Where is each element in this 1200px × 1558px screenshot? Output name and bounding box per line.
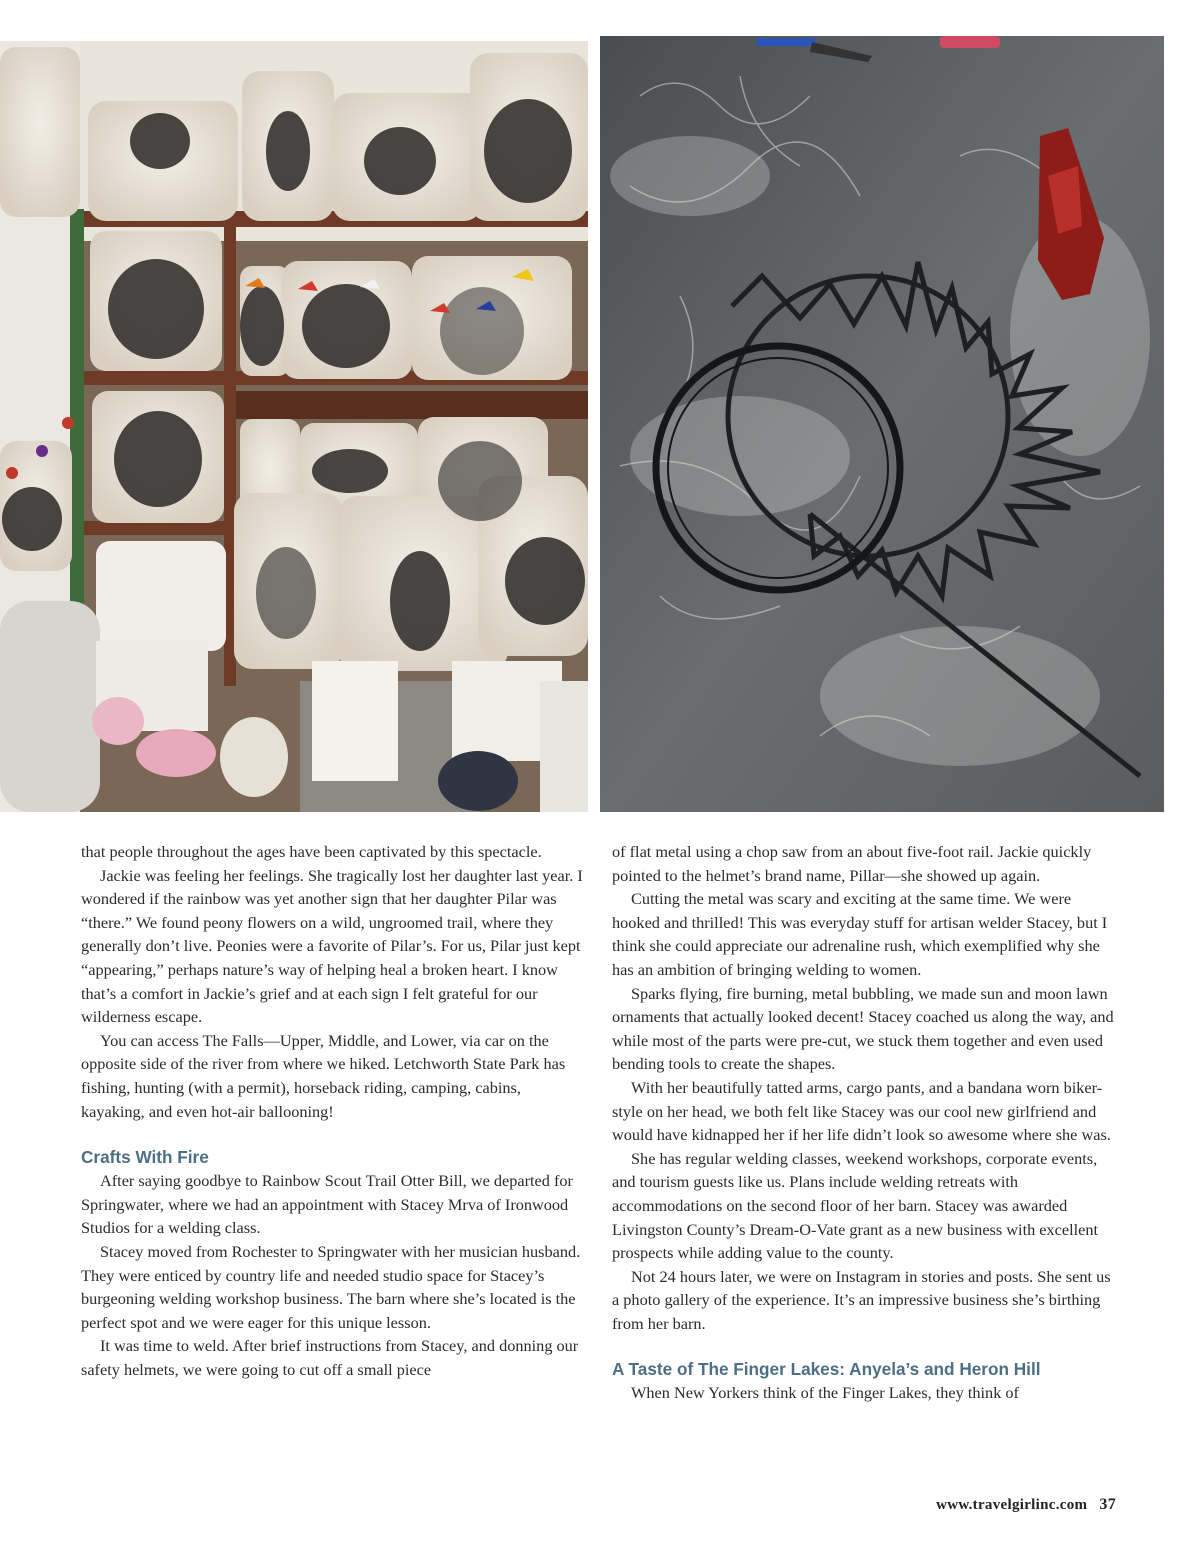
- section-heading: A Taste of The Finger Lakes: Anyela’s and Heron Hill: [612, 1359, 1041, 1380]
- paragraph: that people throughout the ages have been captivated by this spectacle.: [81, 842, 542, 861]
- paragraph: of flat metal using a chop saw from an about five-foot rail. Jackie quickly pointed to the helmet’s brand name, Pillar—she showed up again.: [612, 842, 1092, 885]
- website-url: www.travelgirlinc.com: [936, 1497, 1088, 1513]
- article-left-column: [81, 840, 587, 1381]
- page-number: 37: [1099, 1496, 1116, 1513]
- paragraph: Sparks flying, fire burning, metal bubbling, we made sun and moon lawn ornaments that actually looked decent! Stacey coached us along the way, and while most of the parts were pre-cut, we stuck them together and even used bending tools to create the shapes.: [612, 983, 1114, 1074]
- paragraph: Jackie was feeling her feelings. She tragically lost her daughter last year. I wondered if the rainbow was yet another sign that her daughter Pilar was “there.” We found peony flowers on a wild, ungroomed trail, where they generally don’t live. Peonies were a favorite of Pilar’s. For us, Pilar just kept “appearing,” perhaps nature’s way of helping heal a broken heart. I know that’s a comfort in Jackie’s grief and at each sign I felt grateful for our wilderness escape.: [81, 865, 583, 1027]
- paragraph: With her beautifully tatted arms, cargo pants, and a bandana worn biker-style on her head, we both felt like Stacey was our cool new girlfriend and would have kidnapped her if her life didn’t look so awesome where she was.: [612, 1077, 1111, 1145]
- paragraph: Cutting the metal was scary and exciting at the same time. We were hooked and thrilled! This was everyday stuff for artisan welder Stacey, but I think she could appreciate our adrenaline rush, which exemplified why she has an ambition of bringing welding to women.: [612, 889, 1108, 979]
- shop-pillows-illustration: [0, 41, 588, 812]
- section-heading: Crafts With Fire: [81, 1147, 209, 1168]
- paragraph: After saying goodbye to Rainbow Scout Trail Otter Bill, we departed for Springwater, where we had an appointment with Stacey Mrva of Ironwood Studios for a welding class.: [81, 1171, 573, 1238]
- welding-table-illustration: [600, 36, 1164, 812]
- paragraph: It was time to weld. After brief instructions from Stacey, and donning our safety helmets, we were going to cut off a small piece: [81, 1336, 579, 1379]
- shop-pillows-photo: [0, 41, 588, 812]
- page-footer: [936, 1496, 1116, 1514]
- article-right-column: [612, 840, 1118, 1405]
- paragraph: You can access The Falls—Upper, Middle, and Lower, via car on the opposite side of the river from where we hiked. Letchworth State Park has fishing, hunting (with a permit), horseback riding, camping, cabins, kayaking, and even hot-air ballooning!: [81, 1030, 566, 1121]
- paragraph: Stacey moved from Rochester to Springwater with her musician husband. They were enticed by country life and needed studio space for Stacey’s burgeoning welding workshop business. The barn where she’s located is the perfect spot and we were eager for this unique lesson.: [81, 1241, 581, 1332]
- paragraph: When New Yorkers think of the Finger Lakes, they think of: [631, 1383, 1019, 1403]
- paragraph: Not 24 hours later, we were on Instagram in stories and posts. She sent us a photo gallery of the experience. It’s an impressive business she’s birthing from her barn.: [612, 1266, 1111, 1333]
- paragraph: She has regular welding classes, weekend workshops, corporate events, and tourism guests like us. Plans include welding retreats with accommodations on the second floor of her barn. Stacey was awarded Livingston County’s Dream-O-Vate grant as a new business with excellent prospects while adding value to the county.: [612, 1148, 1099, 1263]
- welded-sun-moon-photo: [600, 36, 1164, 812]
